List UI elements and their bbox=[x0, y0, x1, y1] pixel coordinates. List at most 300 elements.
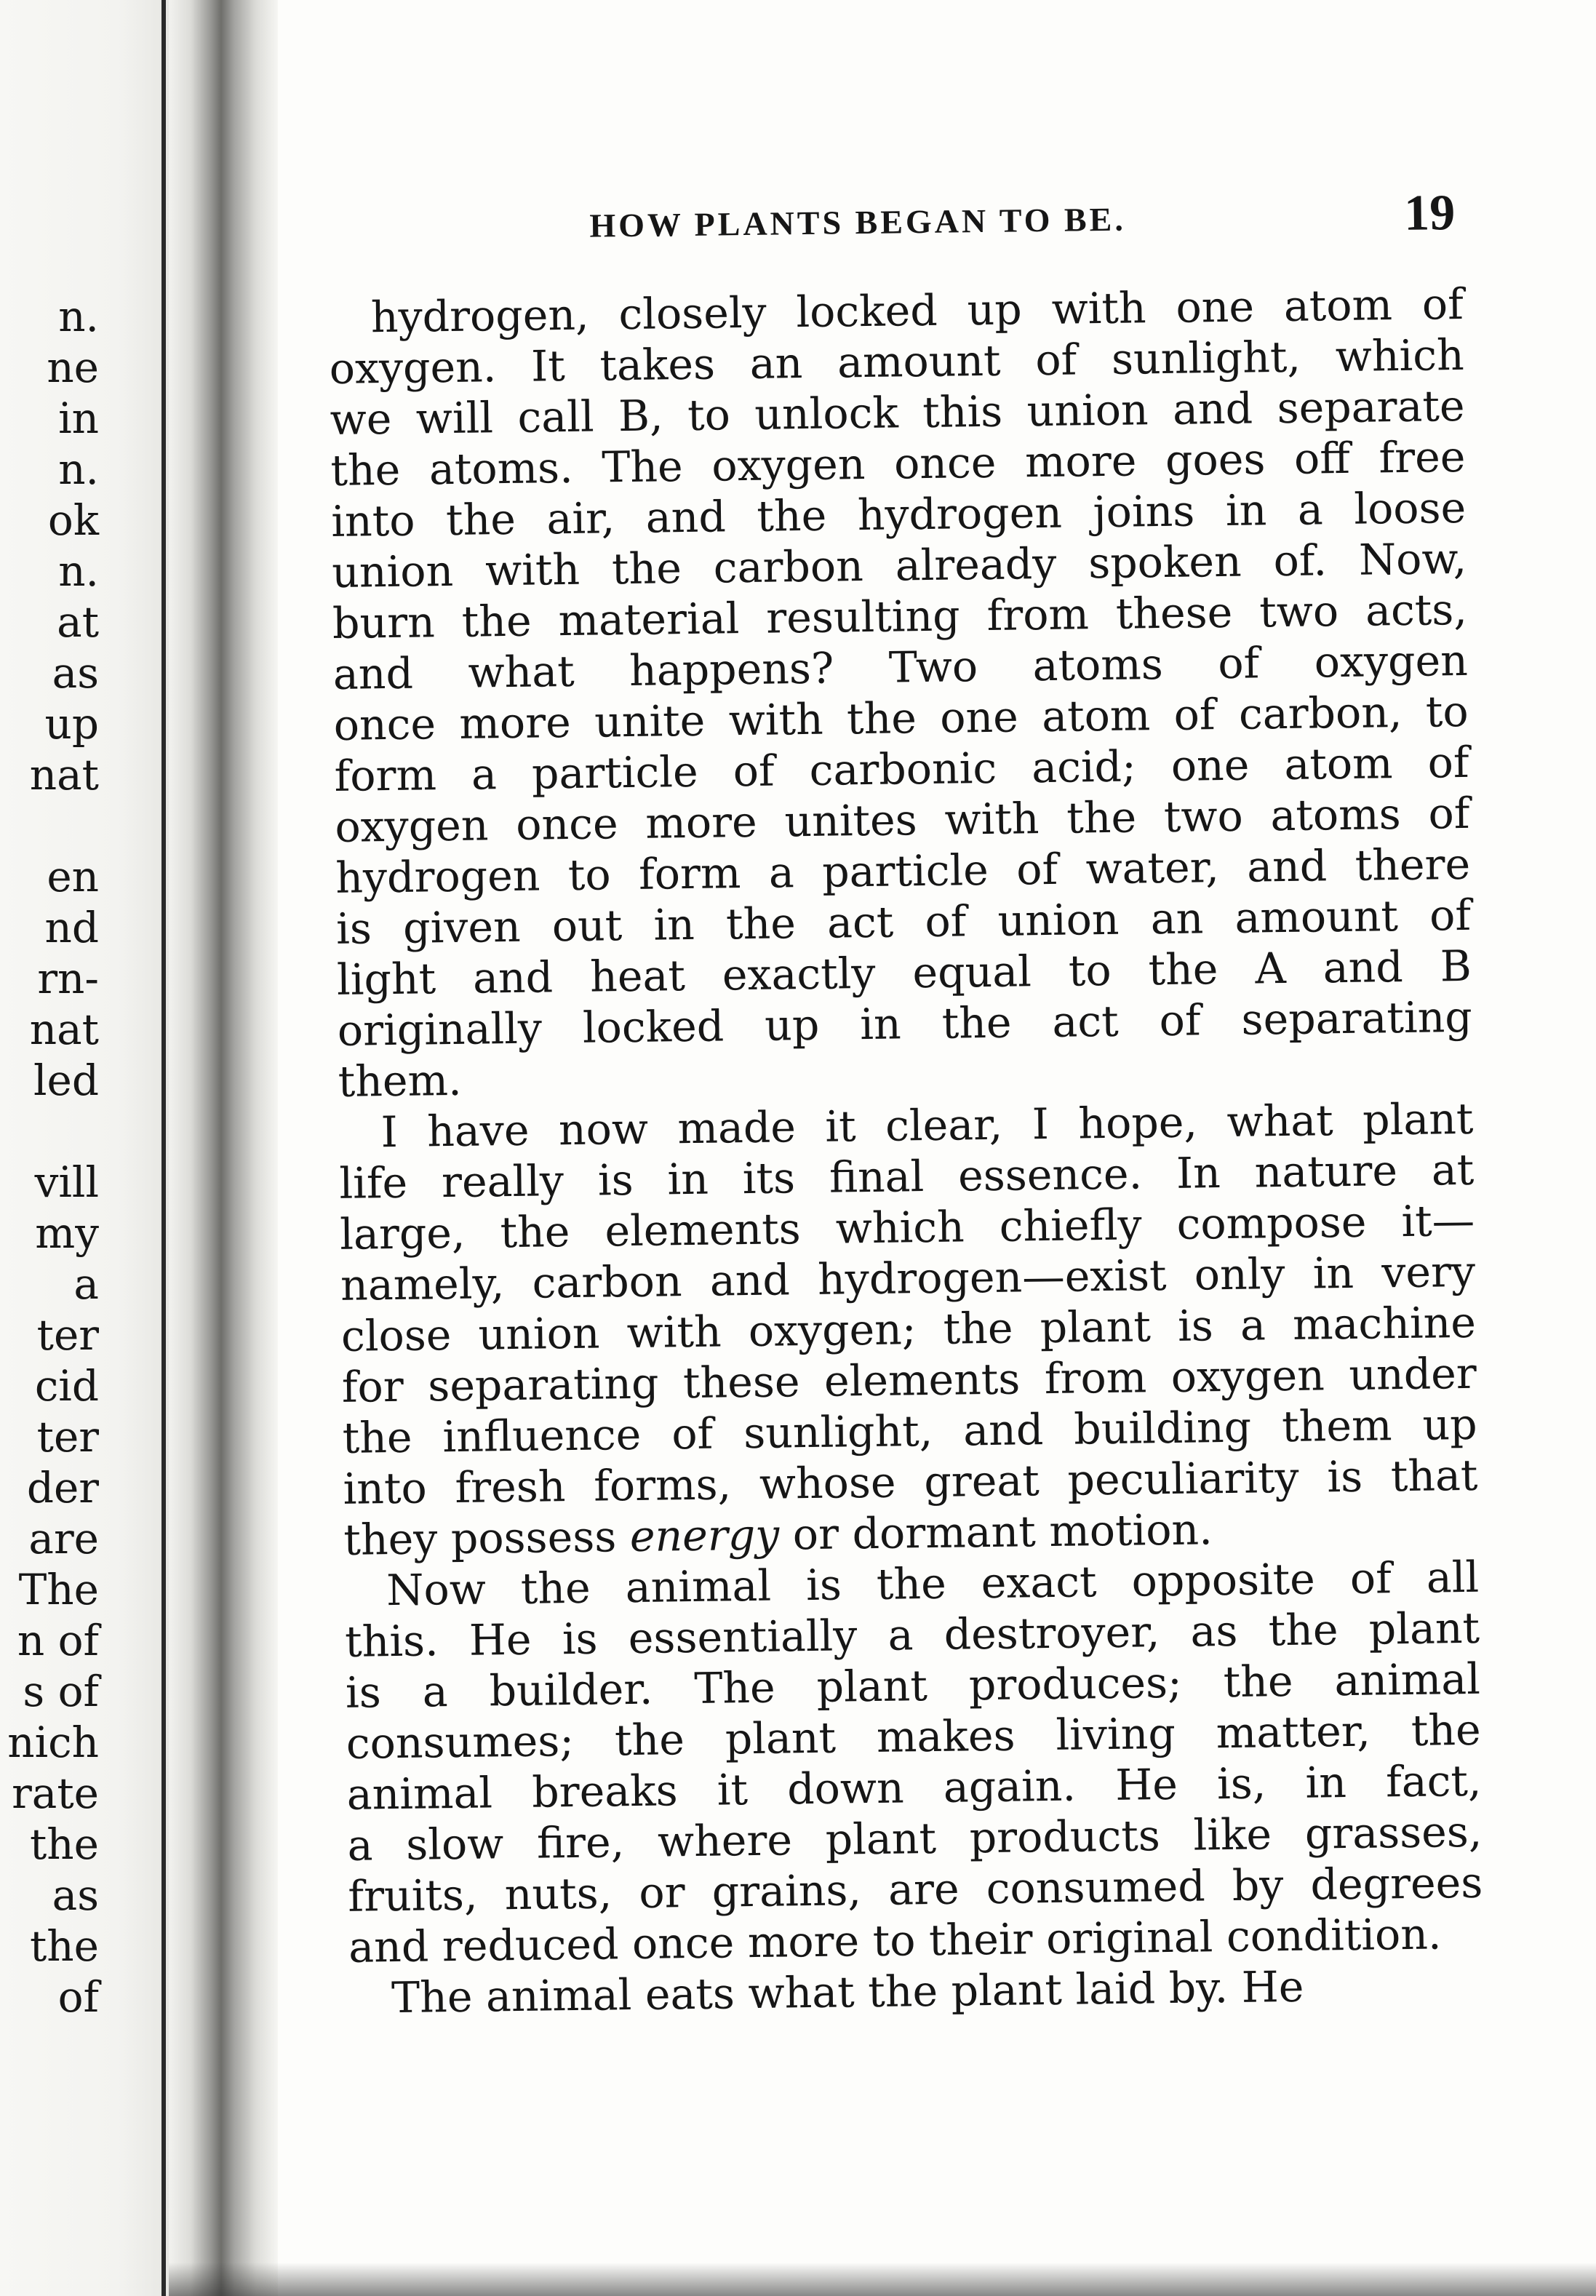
word: union bbox=[997, 894, 1120, 946]
word: is bbox=[1177, 1301, 1214, 1351]
word: from bbox=[1044, 1352, 1147, 1404]
word: hydrogen, bbox=[370, 290, 590, 343]
word: will bbox=[415, 393, 494, 444]
word: particle bbox=[531, 746, 699, 799]
word: with bbox=[484, 544, 580, 596]
word: to bbox=[1068, 945, 1112, 996]
word: I bbox=[380, 1107, 399, 1157]
word: In bbox=[1176, 1148, 1221, 1198]
facing-page-fragment: as bbox=[52, 648, 99, 698]
word: is bbox=[1326, 1451, 1363, 1502]
word: it bbox=[717, 1765, 749, 1815]
word: A bbox=[1255, 943, 1287, 994]
word: The bbox=[693, 1662, 776, 1713]
word: elements bbox=[605, 1204, 802, 1256]
word: the bbox=[342, 1412, 412, 1463]
word: is bbox=[562, 1614, 598, 1665]
word: in bbox=[1225, 485, 1267, 535]
facing-page-fragment: nat bbox=[29, 1005, 99, 1054]
facing-page-fragment: nich bbox=[7, 1718, 99, 1767]
word: hydrogen—exist bbox=[817, 1251, 1167, 1304]
word: of bbox=[1427, 737, 1469, 788]
word: down bbox=[786, 1763, 905, 1814]
word: once bbox=[515, 799, 618, 850]
facing-page-fragment: the bbox=[30, 1921, 99, 1971]
running-head: HOW PLANTS BEGAN TO BE. bbox=[589, 200, 1127, 244]
word: nature bbox=[1254, 1146, 1398, 1197]
word: animal bbox=[625, 1560, 772, 1613]
word: with bbox=[944, 794, 1040, 845]
word: separating bbox=[427, 1358, 659, 1411]
word: into bbox=[330, 495, 415, 546]
line-text: or dormant motion. bbox=[778, 1504, 1213, 1560]
word: acts, bbox=[1365, 584, 1468, 636]
word: large, bbox=[339, 1208, 466, 1259]
word: makes bbox=[876, 1710, 1016, 1762]
word: what bbox=[1226, 1096, 1334, 1147]
word: I bbox=[1032, 1099, 1050, 1149]
word: nuts, bbox=[504, 1868, 613, 1920]
word: of bbox=[1016, 844, 1058, 895]
word: air, bbox=[546, 493, 615, 544]
facing-page-fragment: n. bbox=[58, 292, 99, 341]
word: the bbox=[1066, 792, 1137, 843]
word: unlock bbox=[754, 388, 899, 439]
word: living bbox=[1056, 1708, 1176, 1760]
word: exact bbox=[981, 1557, 1097, 1609]
word: a bbox=[1240, 1300, 1266, 1350]
word: B, bbox=[618, 391, 664, 442]
word: a bbox=[347, 1820, 373, 1870]
word: the bbox=[1223, 1656, 1293, 1707]
word: with bbox=[626, 1307, 722, 1358]
word: consumed bbox=[986, 1861, 1206, 1914]
facing-page-fragment: der bbox=[26, 1463, 99, 1512]
word: oxygen; bbox=[748, 1304, 917, 1357]
facing-page-fragment: vill bbox=[34, 1157, 99, 1207]
word: close bbox=[340, 1310, 452, 1361]
page-header bbox=[327, 185, 1463, 276]
page-edge-divider bbox=[161, 0, 166, 2296]
word: that bbox=[1390, 1450, 1478, 1502]
word: sunlight, bbox=[743, 1406, 933, 1459]
word: them bbox=[1281, 1400, 1392, 1452]
word: off bbox=[1293, 433, 1351, 484]
word: and bbox=[1322, 942, 1404, 993]
word: unites bbox=[784, 795, 918, 847]
facing-page-fragment: s of bbox=[23, 1667, 99, 1716]
body-text bbox=[328, 279, 1484, 2024]
word: where bbox=[657, 1815, 793, 1867]
word: Now, bbox=[1358, 533, 1467, 585]
line-text: they possess bbox=[343, 1512, 631, 1565]
word: atom bbox=[1041, 690, 1151, 742]
word: all bbox=[1426, 1552, 1480, 1603]
word: out bbox=[551, 901, 623, 952]
word: up bbox=[967, 284, 1023, 335]
word: life bbox=[339, 1157, 408, 1208]
word: in bbox=[1305, 1758, 1347, 1808]
word: already bbox=[895, 538, 1057, 591]
word: oxygen bbox=[335, 800, 489, 852]
word: these bbox=[1115, 587, 1233, 639]
word: compose bbox=[1176, 1197, 1367, 1249]
word: hydrogen bbox=[857, 487, 1063, 541]
bottom-edge-shadow bbox=[169, 2263, 1596, 2296]
word: atom bbox=[1283, 280, 1393, 331]
word: of bbox=[1034, 335, 1077, 386]
word: fire, bbox=[536, 1817, 625, 1868]
word: we bbox=[330, 394, 392, 445]
word: plant bbox=[725, 1713, 837, 1764]
word: the bbox=[1148, 944, 1218, 995]
word: fruits, bbox=[348, 1870, 478, 1921]
word: of bbox=[1429, 890, 1472, 941]
word: it— bbox=[1401, 1195, 1475, 1247]
word: elements bbox=[823, 1354, 1021, 1406]
word: have bbox=[426, 1105, 530, 1157]
word: He bbox=[468, 1614, 532, 1665]
word: more bbox=[1024, 436, 1137, 487]
word: plant bbox=[1040, 1302, 1152, 1353]
word: hydrogen bbox=[335, 850, 540, 903]
word: the bbox=[330, 445, 401, 495]
word: under bbox=[1348, 1348, 1477, 1400]
word: the bbox=[941, 997, 1012, 1048]
word: to bbox=[567, 850, 612, 901]
word: an bbox=[1150, 893, 1204, 944]
word: closely bbox=[618, 287, 767, 340]
emphasis-text: energy bbox=[629, 1510, 780, 1562]
word: is bbox=[345, 1667, 382, 1718]
facing-page-fragment: n. bbox=[58, 445, 99, 494]
word: the bbox=[461, 596, 532, 647]
word: by bbox=[1232, 1860, 1284, 1910]
word: consumes; bbox=[346, 1716, 575, 1769]
word: union bbox=[478, 1308, 600, 1360]
word: really bbox=[441, 1156, 564, 1208]
word: peculiarity bbox=[1067, 1452, 1299, 1505]
word: spoken bbox=[1088, 536, 1242, 589]
word: of bbox=[1421, 279, 1464, 330]
word: the bbox=[520, 1563, 591, 1614]
word: machine bbox=[1292, 1297, 1477, 1350]
word: this. bbox=[344, 1616, 439, 1667]
word: carbon, bbox=[1238, 687, 1403, 739]
word: equal bbox=[912, 946, 1032, 998]
word: made bbox=[677, 1102, 797, 1154]
word: the bbox=[445, 494, 516, 546]
facing-page-fragment: the bbox=[30, 1819, 99, 1869]
word: unite bbox=[594, 695, 706, 747]
facing-page-fragment: nat bbox=[29, 750, 99, 800]
word: the bbox=[1411, 1705, 1482, 1755]
word: once bbox=[893, 437, 997, 489]
facing-page-fragment: ok bbox=[47, 495, 99, 545]
word: animal bbox=[1334, 1654, 1481, 1706]
word: act bbox=[1052, 996, 1120, 1047]
facing-page-fragment: ne bbox=[47, 343, 99, 392]
facing-page-fragment: as bbox=[52, 1870, 99, 1920]
word: final bbox=[829, 1152, 925, 1203]
word: light bbox=[336, 954, 436, 1005]
facing-page-fragment: n of bbox=[17, 1616, 99, 1665]
word: up bbox=[1422, 1399, 1477, 1450]
word: a bbox=[768, 848, 795, 898]
word: water, bbox=[1085, 842, 1220, 894]
word: degrees bbox=[1310, 1857, 1483, 1910]
word: products bbox=[969, 1811, 1161, 1863]
word: is bbox=[805, 1560, 842, 1611]
word: are bbox=[887, 1864, 960, 1915]
facing-page bbox=[0, 0, 169, 2296]
word: oxygen bbox=[1314, 635, 1469, 687]
word: there bbox=[1354, 839, 1471, 890]
word: the bbox=[725, 898, 797, 949]
word: separating bbox=[1241, 992, 1473, 1045]
word: a bbox=[1297, 485, 1324, 535]
word: with bbox=[728, 694, 824, 746]
word: resulting bbox=[765, 591, 961, 643]
word: plant bbox=[1362, 1093, 1474, 1145]
word: produces; bbox=[968, 1657, 1183, 1710]
word: is, bbox=[1216, 1758, 1266, 1809]
word: this bbox=[922, 386, 1003, 438]
facing-page-fragment: are bbox=[28, 1514, 99, 1563]
word: whose bbox=[759, 1457, 896, 1509]
word: He bbox=[1114, 1759, 1178, 1810]
book-gutter-shadow bbox=[169, 0, 278, 2296]
page-content bbox=[327, 185, 1484, 2024]
word: free bbox=[1378, 431, 1466, 483]
word: call bbox=[517, 391, 594, 442]
word: plant bbox=[825, 1813, 937, 1865]
word: acid; bbox=[1031, 741, 1137, 793]
facing-page-fragment: en bbox=[47, 852, 99, 901]
word: is bbox=[335, 904, 372, 954]
word: act bbox=[826, 897, 894, 948]
word: now bbox=[558, 1104, 649, 1155]
word: animal bbox=[346, 1768, 493, 1819]
word: the bbox=[876, 1558, 947, 1609]
word: one bbox=[939, 692, 1019, 743]
word: atoms bbox=[1270, 789, 1402, 841]
word: builder. bbox=[489, 1664, 653, 1716]
word: of bbox=[1349, 1553, 1392, 1603]
word: it bbox=[825, 1101, 857, 1152]
word: in bbox=[859, 999, 902, 1050]
word: only bbox=[1194, 1249, 1285, 1300]
word: the bbox=[500, 1207, 570, 1258]
word: up bbox=[764, 1000, 820, 1051]
word: the bbox=[943, 1303, 1013, 1354]
facing-page-fragment: ter bbox=[36, 1310, 99, 1360]
word: oxygen bbox=[711, 439, 866, 491]
word: the bbox=[846, 693, 917, 744]
facing-page-fragment: nd bbox=[44, 903, 99, 952]
word: and bbox=[709, 1255, 791, 1306]
word: It bbox=[530, 341, 566, 391]
word: with bbox=[1051, 283, 1146, 334]
line-text: and reduced once more to their original condition. bbox=[348, 1909, 1442, 1972]
word: a bbox=[422, 1667, 449, 1717]
word: plant bbox=[816, 1661, 928, 1712]
word: in bbox=[667, 1154, 709, 1205]
word: essentially bbox=[628, 1611, 858, 1664]
word: slow bbox=[405, 1819, 504, 1870]
facing-page-fragment: rn- bbox=[37, 954, 99, 1003]
word: burn bbox=[332, 597, 436, 648]
facing-page-fragment: a bbox=[73, 1259, 99, 1309]
word: more bbox=[459, 697, 572, 749]
word: material bbox=[558, 594, 740, 646]
word: B bbox=[1440, 941, 1472, 992]
facing-page-fragment: of bbox=[57, 1972, 99, 2022]
word: the bbox=[1268, 1605, 1338, 1656]
word: grains, bbox=[711, 1865, 862, 1917]
word: sunlight, bbox=[1111, 332, 1301, 384]
word: a bbox=[887, 1610, 914, 1660]
facing-page-fragment: n. bbox=[58, 546, 99, 596]
word: opposite bbox=[1131, 1554, 1316, 1606]
word: of bbox=[671, 1408, 714, 1459]
word: heat bbox=[589, 951, 686, 1002]
word: destroyer, bbox=[943, 1607, 1160, 1659]
word: in bbox=[653, 899, 695, 950]
word: again. bbox=[943, 1761, 1077, 1812]
word: oxygen bbox=[1170, 1350, 1325, 1402]
word: union bbox=[1026, 385, 1149, 437]
word: hope, bbox=[1078, 1097, 1198, 1149]
word: loose bbox=[1353, 482, 1467, 534]
word: more bbox=[645, 797, 758, 848]
word: locked bbox=[796, 285, 938, 338]
word: and bbox=[1246, 841, 1328, 892]
word: plant bbox=[1368, 1603, 1480, 1654]
word: forms, bbox=[593, 1459, 732, 1511]
word: carbon bbox=[713, 541, 864, 593]
word: and bbox=[332, 648, 414, 699]
word: oxygen. bbox=[329, 342, 497, 394]
word: one bbox=[1170, 740, 1250, 791]
word: of bbox=[1159, 995, 1201, 1046]
word: fact, bbox=[1385, 1755, 1482, 1807]
word: to bbox=[1425, 686, 1469, 737]
word: an bbox=[749, 338, 803, 388]
word: carbon bbox=[532, 1256, 683, 1308]
word: at bbox=[1431, 1144, 1475, 1195]
word: exactly bbox=[722, 948, 876, 1000]
word: and bbox=[1172, 383, 1253, 434]
word: which bbox=[1335, 330, 1465, 382]
word: very bbox=[1381, 1246, 1476, 1298]
word: influence bbox=[442, 1409, 642, 1462]
word: union bbox=[331, 546, 454, 597]
word: one bbox=[1176, 282, 1255, 332]
word: takes bbox=[599, 339, 716, 391]
word: of bbox=[1428, 788, 1470, 839]
word: of bbox=[1173, 690, 1216, 740]
facing-page-fragment: up bbox=[44, 699, 99, 749]
word: amount bbox=[1234, 891, 1399, 943]
word: from bbox=[986, 589, 1090, 640]
word: atoms. bbox=[428, 442, 574, 495]
word: the bbox=[611, 543, 682, 594]
facing-page-fragment: cid bbox=[34, 1361, 99, 1411]
word: in bbox=[1312, 1248, 1354, 1299]
word: which bbox=[835, 1202, 965, 1253]
word: breaks bbox=[531, 1766, 679, 1817]
word: form bbox=[638, 848, 741, 899]
word: building bbox=[1073, 1402, 1252, 1454]
word: what bbox=[468, 646, 575, 698]
facing-page-fragment: The bbox=[18, 1565, 99, 1614]
line-text: them. bbox=[338, 1055, 463, 1107]
facing-page-fragment: in bbox=[58, 394, 99, 443]
facing-page-fragment: rate bbox=[12, 1769, 99, 1818]
word: particle bbox=[821, 845, 989, 897]
facing-page-fragment: ter bbox=[36, 1412, 99, 1462]
word: fresh bbox=[455, 1462, 566, 1512]
word: or bbox=[638, 1868, 685, 1918]
word: and bbox=[962, 1405, 1044, 1456]
word: these bbox=[682, 1357, 800, 1408]
word: a bbox=[471, 749, 498, 800]
word: form bbox=[334, 750, 437, 801]
word: locked bbox=[582, 1001, 725, 1053]
word: joins bbox=[1093, 486, 1195, 538]
word: is bbox=[597, 1155, 634, 1205]
word: its bbox=[742, 1153, 796, 1204]
word: like bbox=[1193, 1809, 1272, 1860]
word: carbonic bbox=[809, 743, 997, 795]
word: and bbox=[472, 952, 554, 1003]
word: happens? bbox=[629, 643, 834, 695]
word: atoms bbox=[1032, 639, 1164, 691]
word: into bbox=[343, 1463, 428, 1514]
word: of bbox=[925, 896, 967, 947]
word: amount bbox=[837, 335, 1001, 388]
word: of bbox=[1217, 638, 1260, 689]
word: of. bbox=[1273, 535, 1328, 586]
word: the bbox=[614, 1715, 685, 1766]
line-text: The animal eats what the plant laid by. He bbox=[391, 1961, 1304, 2023]
word: to bbox=[687, 390, 731, 440]
word: for bbox=[341, 1361, 404, 1412]
facing-page-fragment: my bbox=[35, 1208, 99, 1258]
facing-page-fragment: at bbox=[57, 597, 99, 647]
word: as bbox=[1190, 1606, 1238, 1657]
word: matter, bbox=[1216, 1706, 1371, 1758]
word: once bbox=[333, 699, 436, 750]
word: two bbox=[1258, 586, 1339, 637]
word: great bbox=[923, 1456, 1040, 1507]
word: Two bbox=[888, 642, 978, 693]
word: essence. bbox=[957, 1149, 1143, 1201]
word: originally bbox=[337, 1003, 543, 1056]
word: grasses, bbox=[1304, 1806, 1483, 1859]
facing-page-fragment: led bbox=[33, 1056, 99, 1105]
word: Now bbox=[386, 1564, 487, 1616]
word: separate bbox=[1277, 380, 1465, 434]
word: the bbox=[757, 490, 827, 541]
word: of bbox=[733, 746, 775, 797]
word: atom bbox=[1284, 738, 1393, 789]
word: namely, bbox=[340, 1259, 505, 1310]
word: clear, bbox=[885, 1099, 1003, 1151]
word: and bbox=[645, 492, 727, 543]
word: chiefly bbox=[999, 1200, 1142, 1251]
